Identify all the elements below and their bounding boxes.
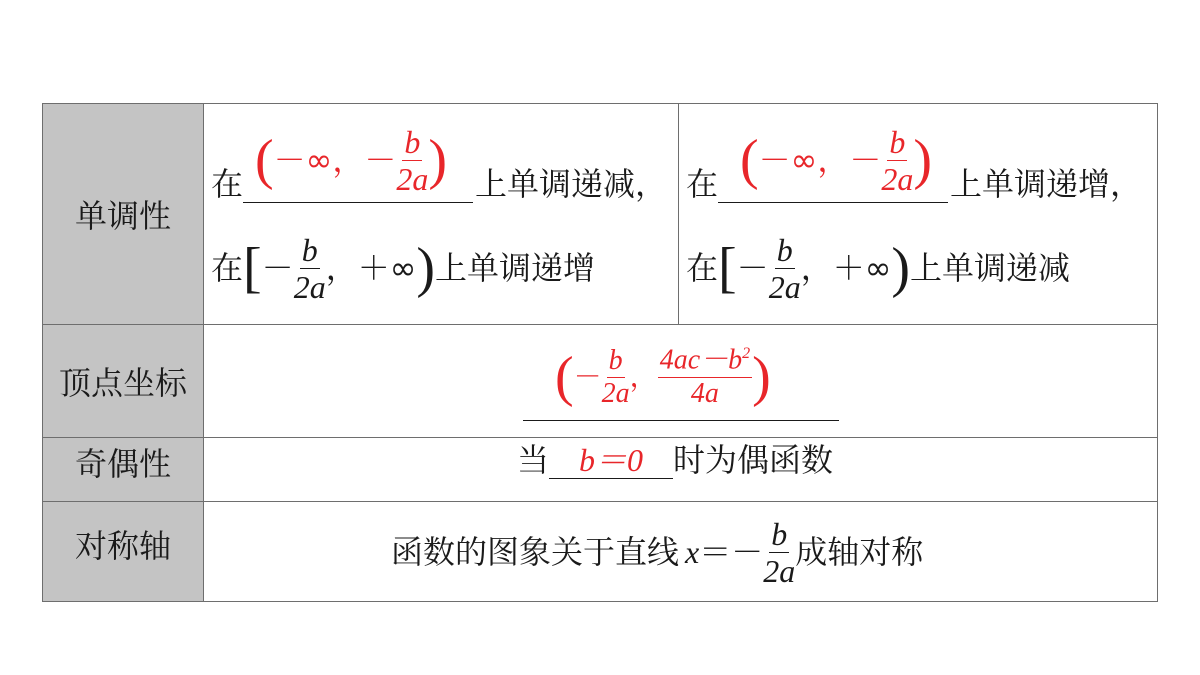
mono-left-answer	[255, 118, 447, 198]
vertex-answer-blank	[523, 420, 839, 421]
interval-start: －∞，	[273, 141, 365, 179]
separator: ，	[629, 360, 658, 393]
parity-suffix: 时为偶函数	[673, 441, 834, 479]
vertex-answer	[555, 334, 771, 418]
fraction-denominator: 2a	[293, 268, 326, 305]
axis-text	[391, 508, 923, 592]
mono-right-answer	[740, 118, 932, 198]
paren-open: (	[740, 129, 759, 191]
fraction-denominator: 2a	[763, 552, 796, 589]
minus-sign: －	[849, 141, 882, 179]
monotonicity-split-divider	[678, 104, 679, 324]
paren-close: )	[416, 237, 436, 299]
fraction-numerator: 4ac－b	[659, 344, 743, 376]
line2-suffix: 上单调递增	[435, 249, 596, 287]
header-parity	[43, 438, 203, 501]
header-axis	[43, 502, 203, 601]
axis-variable: x	[685, 534, 700, 570]
mono-right-answer-blank	[718, 202, 948, 203]
fraction-denominator: 2a	[881, 160, 914, 197]
header-parity-label: 奇偶性	[74, 444, 171, 483]
fraction-b-over-2a	[881, 123, 914, 197]
positive-infinity: ＋∞	[832, 249, 892, 287]
minus-sign: －	[261, 249, 294, 287]
header-vertex	[43, 325, 203, 437]
fraction-denominator: 2a	[601, 377, 630, 409]
header-vertex-label: 顶点坐标	[58, 364, 187, 402]
axis-equals: ＝－	[699, 533, 764, 571]
fraction-b-over-2a	[768, 231, 801, 305]
paren-open: (	[555, 346, 574, 408]
separator: ，	[325, 249, 358, 287]
header-axis-label: 对称轴	[74, 526, 171, 565]
superscript: 2	[742, 345, 751, 363]
fraction-numerator: b	[889, 123, 906, 160]
row-divider-1	[43, 324, 1157, 325]
axis-prefix: 函数的图象关于直线	[391, 533, 680, 571]
fraction-4ac-minus-b2-over-4a	[658, 346, 752, 407]
header-column-divider	[203, 104, 204, 601]
fraction-b-over-2a	[763, 515, 796, 589]
row-divider-2	[43, 437, 1157, 438]
axis-suffix: 成轴对称	[795, 533, 924, 571]
parity-text	[517, 440, 833, 480]
mono-right-line1-suffix: 上单调递增，	[950, 165, 1143, 203]
separator: ，	[800, 249, 833, 287]
minus-sign: －	[364, 141, 397, 179]
positive-infinity: ＋∞	[357, 249, 417, 287]
bracket-open: [	[718, 237, 737, 299]
parity-answer: b＝0	[549, 442, 673, 479]
minus-sign: －	[736, 249, 769, 287]
line2-prefix: 在	[211, 249, 244, 287]
mono-left-line1-suffix: 上单调递减，	[475, 165, 668, 203]
paren-close: )	[428, 129, 447, 191]
fraction-numerator: b	[608, 344, 623, 376]
fraction-b-over-2a	[293, 231, 326, 305]
fraction-numerator: b	[776, 231, 793, 268]
fraction-b-over-2a	[601, 344, 630, 409]
properties-table	[42, 103, 1158, 602]
fraction-b-over-2a	[396, 123, 429, 197]
fraction-numerator: b	[301, 231, 318, 268]
row-divider-3	[43, 501, 1157, 502]
parity-prefix: 当	[517, 441, 550, 479]
bracket-open: [	[243, 237, 262, 299]
fraction-numerator: b	[404, 123, 421, 160]
mono-left-answer-blank	[243, 202, 473, 203]
mono-right-line1-prefix: 在	[686, 165, 719, 203]
line2-prefix: 在	[686, 249, 719, 287]
header-monotonicity	[43, 104, 203, 324]
fraction-denominator: 2a	[396, 160, 429, 197]
fraction-numerator: b	[771, 515, 788, 552]
mono-left-line1-prefix: 在	[211, 165, 244, 203]
fraction-denominator: 2a	[768, 268, 801, 305]
interval-start: －∞，	[758, 141, 850, 179]
fraction-denominator: 4a	[690, 377, 719, 409]
mono-left-line2	[211, 226, 595, 306]
mono-right-line2	[686, 226, 1070, 306]
line2-suffix: 上单调递减	[910, 249, 1071, 287]
header-monotonicity-label: 单调性	[74, 197, 171, 235]
paren-close: )	[891, 237, 911, 299]
minus-sign: －	[573, 360, 602, 393]
paren-close: )	[913, 129, 932, 191]
paren-close: )	[752, 346, 771, 408]
paren-open: (	[255, 129, 274, 191]
